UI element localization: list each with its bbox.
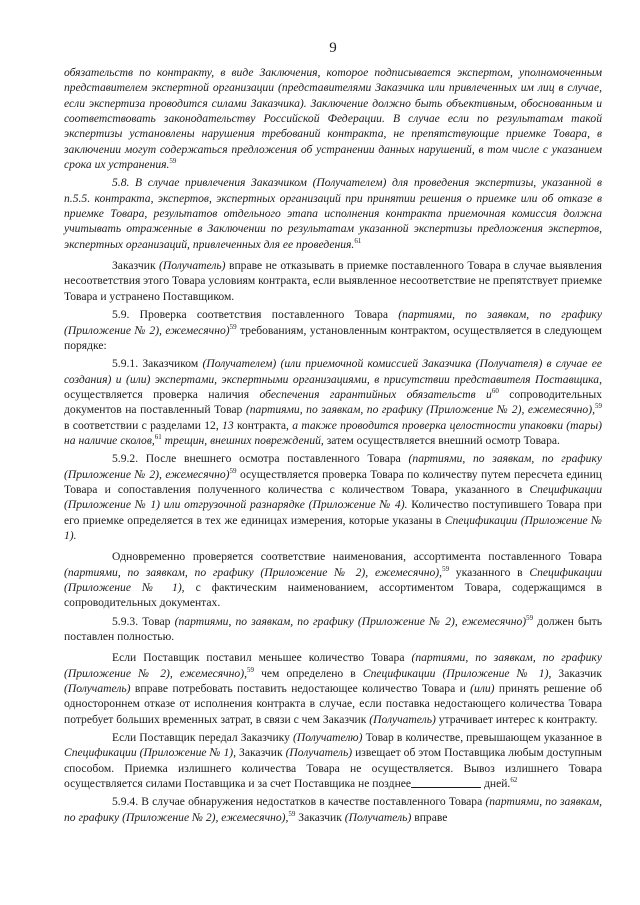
italic-text: (Получателю) [293, 731, 363, 745]
italic-text: Спецификации (Приложение № 1). [64, 513, 602, 542]
text-run: должен быть поставлен полностью. [64, 614, 602, 644]
italic-text: 5.8. В случае привлечения Заказчиком (Получателем) для проведения экспертизы, указанной в п.5.5. контракта, экспертов, экспертных организаций при принятии решения о приемке или об отказе в приемке Товара, результатов отдельного этапа исполнения контракта приемочная комиссия должна учитывать отраженные в Заключении по результатам указанной экспертизы предложения экспертов, экспертных организаций, привлеченных для ее проведения. [64, 176, 602, 251]
paragraph-5-8 [64, 175, 602, 252]
text-run: с фактическим наименованием, ассортиментом Товара, содержащимся в сопроводительных документах. [64, 581, 603, 610]
footnote-ref: 61 [354, 236, 362, 245]
paragraph-5-9-1 [64, 356, 602, 448]
paragraph-expert-conclusion [64, 65, 602, 172]
italic-text: (Получатель) [369, 712, 436, 726]
text-run: 5.9.1. Заказчиком [112, 357, 203, 371]
paragraph-5-9-2 [64, 451, 602, 543]
paragraph-shortage [64, 650, 602, 727]
italic-text: (или) [470, 682, 495, 696]
footnote-ref: 59 [247, 665, 254, 674]
text-run: 5.9.2. После внешнего осмотра поставленного Товара [112, 452, 409, 466]
footnote-ref: 60 [491, 386, 499, 395]
paragraph-non-refusal [64, 258, 602, 304]
footnote-ref: 59 [288, 809, 296, 818]
italic-text: 13 [222, 418, 234, 432]
italic-text: (партиями, по заявкам, по графику (Приложение № 2), ежемесячно), [64, 795, 602, 824]
italic-text: (партиями, по заявкам, по графику (Приложение № 2), ежемесячно), [64, 651, 602, 680]
text-run: чем определено в [254, 666, 363, 680]
text-run: Заказчик [236, 746, 286, 760]
text-run: в соответствии с разделами 12, [64, 418, 223, 432]
italic-text: (партиями, по заявкам, по графику (Приложение № 2), ежемесячно) [174, 614, 527, 628]
text-run: утрачивает интерес к контракту. [435, 712, 598, 726]
text-run: сопроводительных документов на поставленный Товар [64, 387, 602, 417]
paragraph-5-9 [64, 307, 602, 353]
paragraph-5-9-3 [64, 614, 602, 645]
text-run: затем осуществляется внешний осмотр Товара. [323, 433, 560, 447]
paragraph-surplus [64, 730, 602, 791]
text-run: контракта, [233, 418, 293, 432]
italic-text: (Получателем) (или приемочной комиссией Заказчика (Получателя) в случае ее создания) и (или) экспертами, экспертными организациями, в присутствии представителя Поставщика, [64, 357, 602, 386]
footnote-ref: 59 [229, 322, 237, 331]
footnote-ref: 61 [154, 432, 162, 441]
italic-text: (Получатель) [285, 746, 353, 760]
italic-text: (партиями, по заявкам, по графику (Приложение № 2), ежемесячно) [64, 452, 603, 481]
fill-in-blank [411, 777, 481, 788]
italic-text: Спецификации (Приложение № 1), [64, 565, 602, 594]
text-run: 5.9.4. В случае обнаружения недостатков в качестве поставленного Товара [112, 795, 486, 809]
footnote-ref: 59 [526, 613, 534, 622]
text-run: Заказчик [551, 666, 602, 680]
footnote-ref: 59 [595, 402, 602, 411]
text-run: вправе не отказывать в приемке поставленного Товара в случае выявления несоответствия этого Товара условиям контракта, если выявленное несоответствие не препятствует приемке Товара и устранено Поставщиком. [64, 259, 602, 303]
footnote-ref: 59 [229, 466, 237, 475]
text-run: Заказчик [295, 810, 345, 824]
text-run: 5.9. Проверка соответствия поставленного Товара [112, 308, 399, 322]
italic-text: (Получатель) [159, 259, 226, 273]
text-run: Товар в количестве, превышающем указанное в [362, 731, 602, 745]
paragraph-assortment-check [64, 549, 602, 610]
italic-text: (партиями, по заявкам, по графику (Приложение № 2), ежемесячно), [245, 403, 595, 417]
paragraph-5-9-4 [64, 794, 602, 825]
footnote-ref: 59 [169, 157, 177, 166]
italic-text: (партиями, по заявкам, по графику (Приложение № 2), ежемесячно), [64, 565, 443, 579]
text-run: принять решение об одностороннем отказе от исполнения контракта в случае, если поставка недостающего количества Товара потребует больших временных затрат, в связи с чем Заказчик [64, 682, 602, 726]
footnote-ref: 59 [442, 564, 450, 573]
text-run: Количество поступившего Товара при его приемке определяется в тех же единицах измерения, которые указаны в [64, 498, 603, 527]
text-run: Одновременно проверяется соответствие наименования, ассортимента поставленного Товара [112, 550, 602, 564]
italic-text: а также проводится проверка целостности упаковки (тары) на наличие сколов, [64, 418, 602, 447]
text-run: Если Поставщик поставил меньшее количество Товара [112, 651, 412, 665]
italic-text: трещин, внешних повреждений, [161, 433, 324, 447]
text-run: Заказчик [112, 259, 159, 273]
text-run: извещает об этом Поставщика любым доступным способом. Приемка излишнего количества Товара не осуществляется. Вывоз излишнего Товара осуществляется силами Поставщика и за счет Поставщика не позднее [64, 746, 603, 791]
text-run: указанного в [449, 565, 530, 579]
text-run: Если Поставщик передал Заказчику [112, 731, 294, 745]
text-run: вправе [411, 810, 448, 824]
italic-text: Спецификации (Приложение № 1), [362, 666, 552, 680]
italic-text: (Получатель) [64, 682, 131, 696]
italic-text: Спецификации (Приложение № 1) или отгрузочной разнарядке (Приложение № 4). [64, 482, 602, 512]
text-run: дней. [481, 777, 511, 791]
page-number: 9 [329, 40, 337, 56]
footnote-ref: 62 [510, 776, 518, 785]
text-run: осуществляется проверка Товара по количеству путем пересчета единиц Товара и сопоставления полученного количества с количеством Товара, указанного в [64, 467, 602, 496]
italic-text: обязательств по контракту, в виде Заключения, которое подписывается экспертом, уполномоченным представителем экспертной организации (представителями Заказчика или привлеченных им лиц в случае, если экспертиза проводится силами Заказчика). Заключение должно быть объективным, обоснованным и соответствовать законодательству Российской Федерации. В случае если по результатам такой экспертизы установлены нарушения требований контракта, не препятствующие приемке Товара, в заключении могут содержаться предложения об устранении данных нарушений, в том числе с указанием срока их устранения. [64, 66, 602, 172]
text-run: 5.9.3. Товар [112, 614, 175, 628]
italic-text: обеспечения гарантийных обязательств и [259, 387, 492, 401]
italic-text: (Получатель) [344, 810, 412, 824]
text-run: осуществляется проверка наличия [64, 387, 260, 401]
italic-text: Спецификации (Приложение № 1), [64, 746, 237, 760]
italic-text: (партиями, по заявкам, по графику (Приложение № 2), ежемесячно) [64, 308, 602, 337]
text-run: требованиям, установленным контрактом, осуществляется в следующем порядке: [64, 323, 602, 352]
text-run: вправе потребовать поставить недостающее количество Товара и [130, 682, 471, 696]
